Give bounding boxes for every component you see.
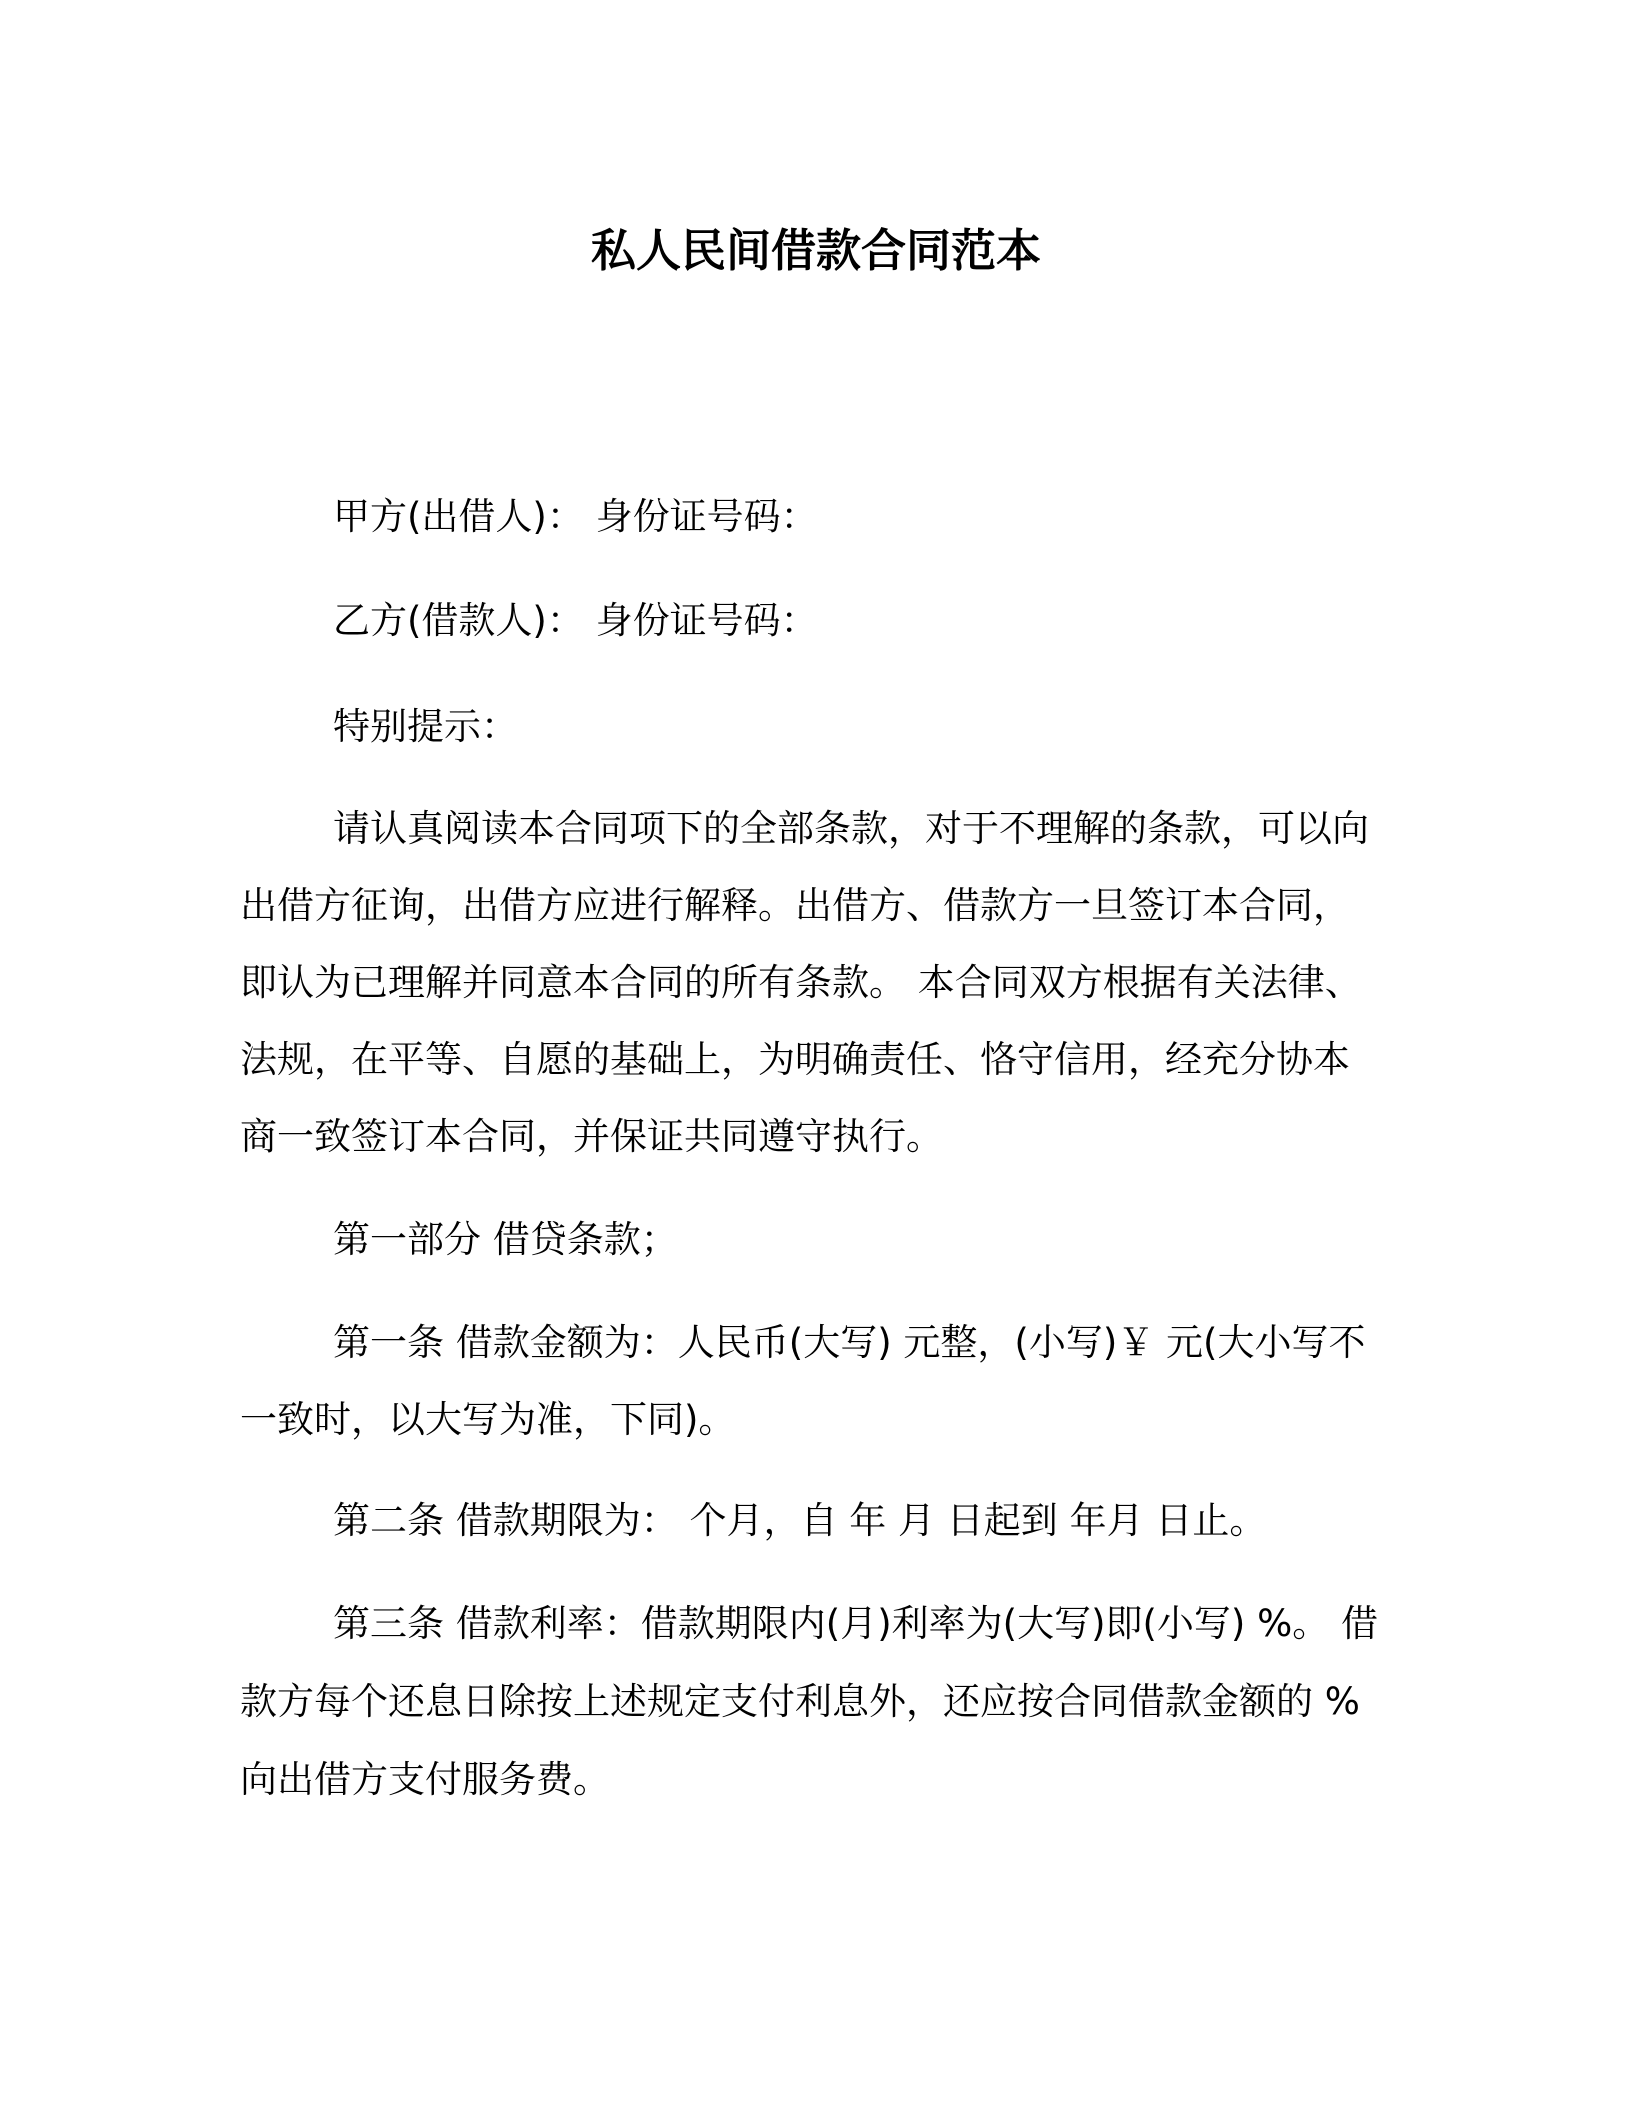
article-1-line: 第一条 借款金额为：人民币(大写) 元整，(小写)￥ 元(大小写不 xyxy=(333,1321,1366,1364)
notice-heading-text: 特别提示： xyxy=(333,705,518,748)
notice-line: 即认为已理解并同意本合同的所有条款。 本合同双方根据有关法律、 xyxy=(240,961,1362,1004)
notice-paragraph xyxy=(240,790,1390,1175)
article-3-line: 款方每个还息日除按上述规定支付利息外，还应按合同借款金额的 % xyxy=(240,1680,1360,1723)
party-a-line xyxy=(240,478,1390,555)
notice-line: 出借方征询，出借方应进行解释。出借方、借款方一旦签订本合同， xyxy=(240,884,1350,927)
article-3-line: 第三条 借款利率：借款期限内(月)利率为(大写)即(小写) %。 借 xyxy=(333,1602,1379,1645)
part-one-heading-text: 第一部分 借贷条款； xyxy=(333,1218,678,1261)
article-2-line: 第二条 借款期限为： 个月，自 年 月 日起到 年月 日止。 xyxy=(333,1499,1267,1542)
document-title: 私人民间借款合同范本 xyxy=(590,224,1041,277)
part-one-heading xyxy=(240,1201,1390,1278)
party-b-text: 乙方(借款人)： 身份证号码： xyxy=(333,599,818,642)
article-1-line: 一致时，以大写为准，下同)。 xyxy=(240,1398,736,1441)
party-b-line xyxy=(240,582,1390,659)
notice-line: 法规，在平等、自愿的基础上，为明确责任、恪守信用，经充分协本 xyxy=(240,1038,1350,1081)
notice-line: 请认真阅读本合同项下的全部条款，对于不理解的条款，可以向 xyxy=(333,807,1369,850)
notice-heading xyxy=(240,688,1390,765)
article-2-paragraph xyxy=(240,1482,1390,1559)
article-3-paragraph xyxy=(240,1585,1390,1819)
article-3-line: 向出借方支付服务费。 xyxy=(240,1758,610,1801)
notice-line: 商一致签订本合同，并保证共同遵守执行。 xyxy=(240,1115,943,1158)
article-1-paragraph xyxy=(240,1304,1390,1458)
party-a-text: 甲方(出借人)： 身份证号码： xyxy=(333,495,818,538)
